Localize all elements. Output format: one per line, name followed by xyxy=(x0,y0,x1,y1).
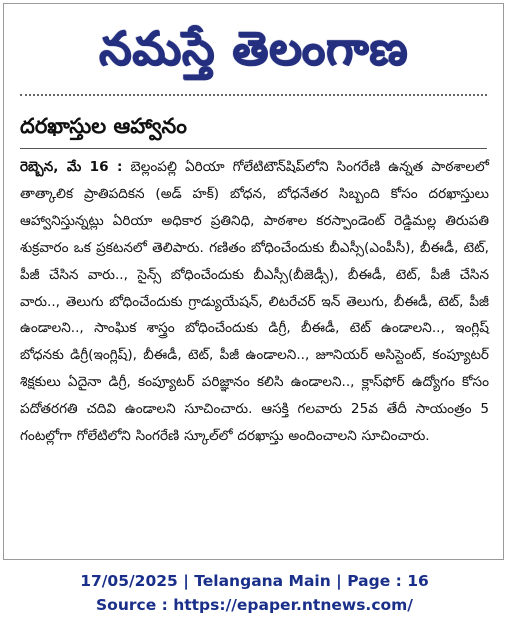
clipping-frame xyxy=(3,3,504,560)
article-headline: దరఖాస్తుల ఆహ్వానం xyxy=(20,114,187,138)
article-body-text: బెల్లంపల్లి ఏరియా గోలేటిటౌన్‌షిప్‌లోని సింగరేణి ఉన్నత పాఠశాలలో తాత్కాలిక ప్రాతిపదికన (అడ్ హక్) బోధన, బోధనేతర సిబ్బంది కోసం దరఖాస్తులు ఆహ్వానిస్తున్నట్లు ఏరియా అధికార ప్రతినిధి, పాఠశాల కరస్పాండెంట్ రెడ్డిమల్ల తిరుపతి శుక్రవారం ఒక ప్రకటనలో తెలిపారు. గణితం బోధించేందుకు బీఎస్సీ(ఎంపీసీ), బీఈడీ, టెట్, పీజీ చేసిన వారు.., సైన్స్ బోధించేందుకు బీఎస్సీ(బీజెడ్సీ), బీఈడీ, టెట్, పీజీ చేసిన వారు.., తెలుగు బోధించేందుకు గ్రాడ్యుయేషన్, లిటరేచర్ ఇన్ తెలుగు, బీఈడీ, టెట్, పీజీ ఉండాలని.., సాంఘిక శాస్త్రం బోధించేందుకు డిగ్రీ, బీఈడీ, టెట్ ఉండాలని.., ఇంగ్లిష్ బోధనకు డిగ్రీ(ఇంగ్లిష్), బీఈడీ, టెట్, పీజీ ఉండాలని.., జూనియర్ అసిస్టెంట్, కంప్యూటర్ శిక్షకులు ఏదైనా డిగ్రీ, కంప్యూటర్ పరిజ్ఞానం కలిసి ఉండాలని.., క్లాస్‌ఫోర్ ఉద్యోగం కోసం పదోతరగతి చదివి ఉండాలని సూచించారు. ఆసక్తి గలవారు 25వ తేదీ సాయంత్రం 5 గంటల్లోగా గోలేటిలోని సింగరేణి స్కూల్‌లో దరఖాస్తు అందించాలని సూచించారు. xyxy=(20,159,489,445)
article-body xyxy=(20,154,489,450)
edition-info: 17/05/2025 | Telangana Main | Page : 16 xyxy=(80,572,429,590)
article-dateline: రెబ్బెన, మే 16 : xyxy=(20,159,123,175)
headline-divider xyxy=(20,148,487,149)
masthead-divider xyxy=(20,94,487,96)
clipping-footer xyxy=(0,569,509,617)
newspaper-masthead: నమస్తే తెలంగాణ xyxy=(98,21,409,75)
source-link[interactable]: Source : https://epaper.ntnews.com/ xyxy=(96,596,413,614)
